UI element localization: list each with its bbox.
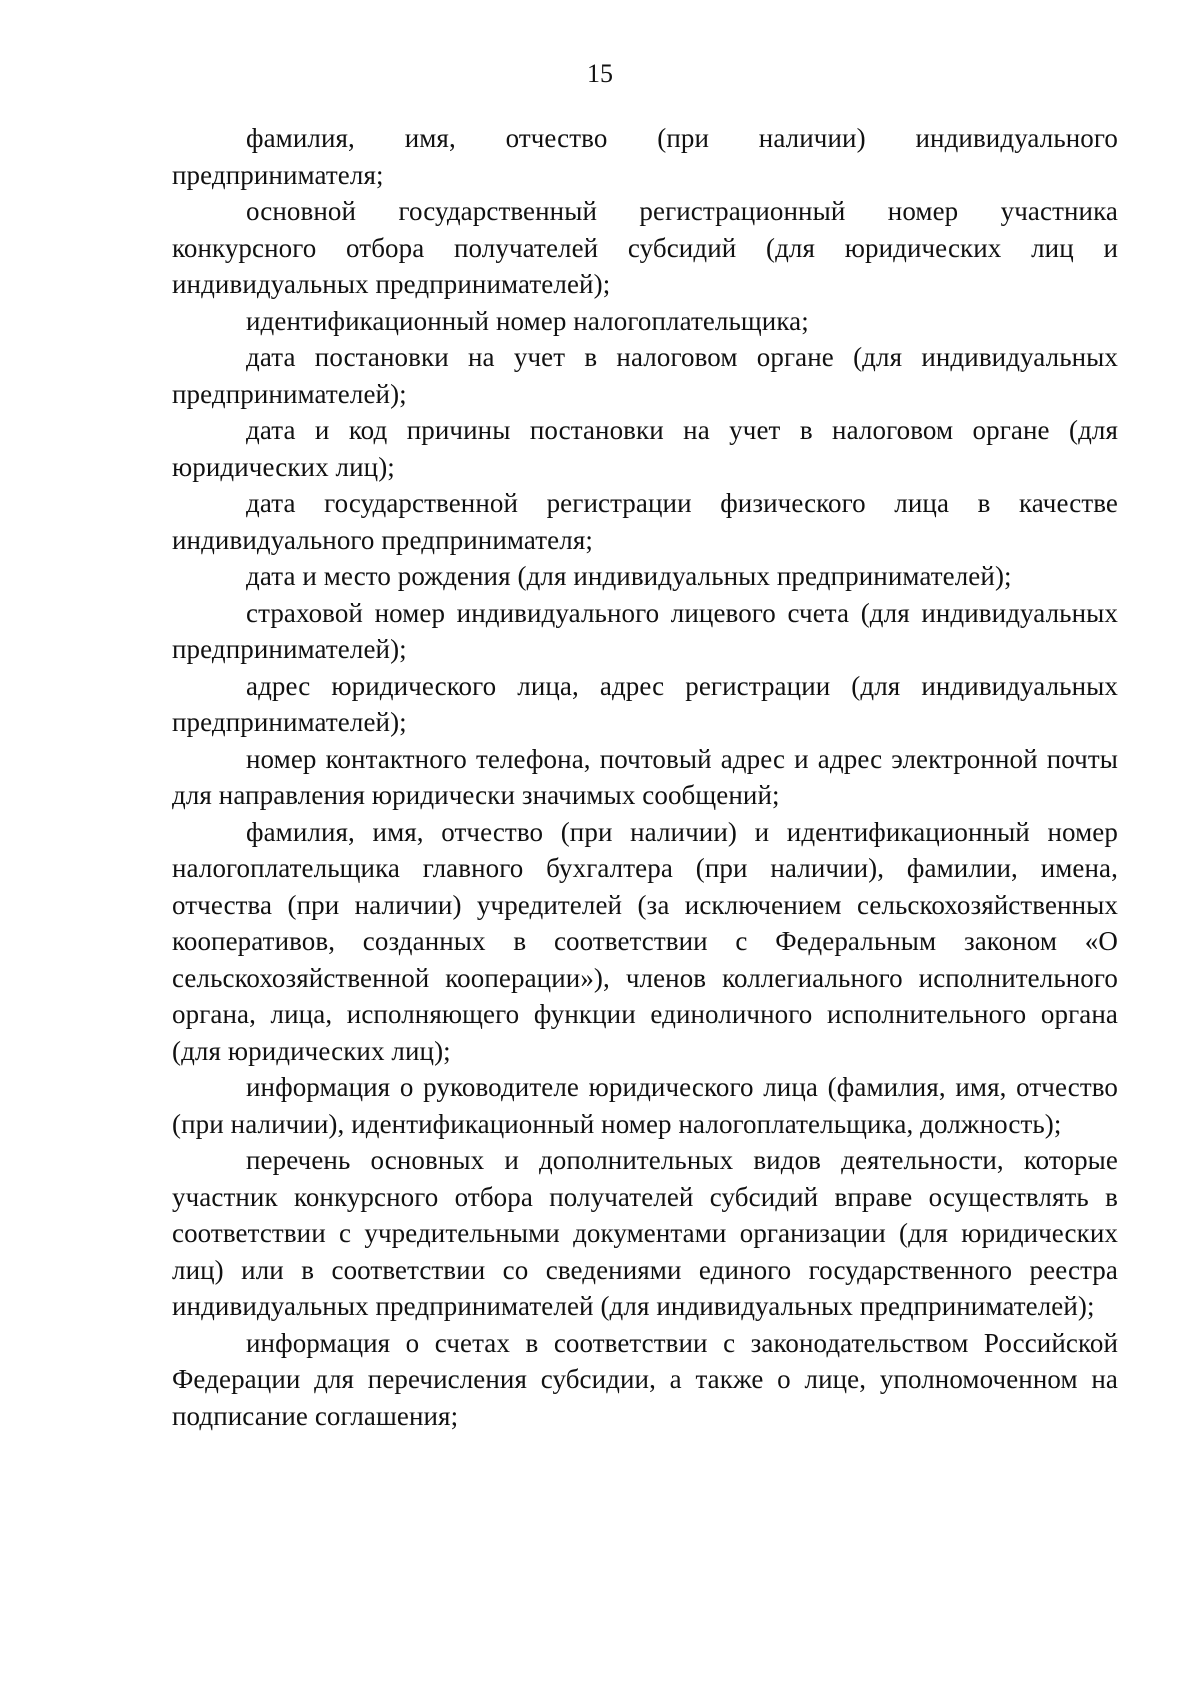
paragraph-entrepreneur-name: фамилия, имя, отчество (при наличии) индивидуального предпринимателя; [172,123,1118,190]
paragraph-inn: идентификационный номер налогоплательщика; [246,305,809,336]
paragraph-kpp: дата и код причины постановки на учет в налоговом органе (для юридических лиц); [172,415,1118,482]
paragraph-birth-date-place: дата и место рождения (для индивидуальных предпринимателей); [246,561,1012,591]
paragraph-ogrn: основной государственный регистрационный номер участника конкурсного отбора получателей субсидий (для юридических лиц и индивидуальных предпринимателей); [172,196,1118,299]
paragraph-founders: фамилия, имя, отчество (при наличии) и идентификационный номер налогоплательщика главного бухгалтера (при наличии), фамилии, имена, отчества (при наличии) учредителей (за исключением сельскохозяйственных кооперативов, созданных в соответствии с Федеральным законом «О сельскохозяйственной кооперации»), членов коллегиального исполнительного органа, лица, исполняющего функции единоличного исполнительного органа (для юридических лиц); [172,816,1118,1066]
paragraph-tax-registration-date: дата постановки на учет в налоговом органе (для индивидуальных предпринимателей); [172,342,1118,409]
document-body [172,120,1118,1434]
paragraph-snils: страховой номер индивидуального лицевого счета (для индивидуальных предпринимателей); [172,597,1118,664]
paragraph-address: адрес юридического лица, адрес регистрации (для индивидуальных предпринимателей); [172,670,1118,737]
page-number: 15 [587,59,613,88]
paragraph-head-info: информация о руководителе юридического лица (фамилия, имя, отчество (при наличии), идентификационный номер налогоплательщика, должность); [172,1072,1118,1139]
paragraph-activities: перечень основных и дополнительных видов деятельности, которые участник конкурсного отбора получателей субсидий вправе осуществлять в соответствии с учредительными документами организации (для юридических лиц) или в соответствии со сведениями единого государственного реестра индивидуальных предпринимателей (для индивидуальных предпринимателей); [172,1145,1118,1321]
paragraph-accounts: информация о счетах в соответствии с законодательством Российской Федерации для перечисления субсидии, а также о лице, уполномоченном на подписание соглашения; [172,1327,1118,1431]
paragraph-contacts: номер контактного телефона, почтовый адрес и адрес электронной почты для направления юридически значимых сообщений; [172,743,1118,810]
paragraph-state-registration-date: дата государственной регистрации физического лица в качестве индивидуального предпринимателя; [172,488,1118,555]
